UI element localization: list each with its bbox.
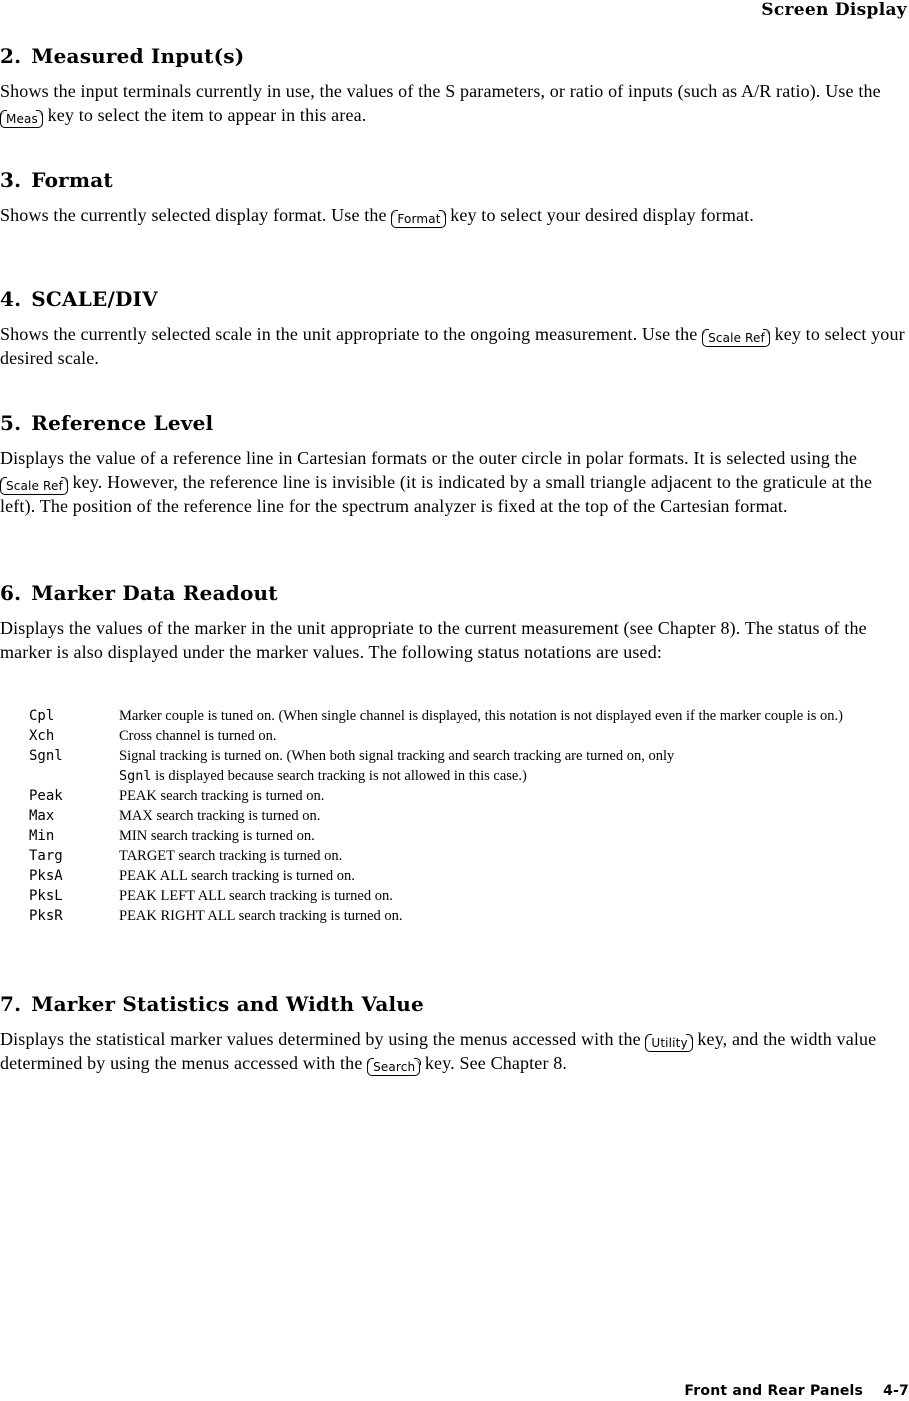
notation-row: [29, 746, 843, 786]
notation-code: Cpl: [29, 708, 55, 724]
section-title: SCALE/DIV: [31, 287, 158, 311]
section-heading: [0, 287, 905, 311]
notation-desc-text: is displayed because search tracking is not allowed in this case.): [155, 768, 527, 784]
section-format: [0, 168, 905, 228]
format-key: Format: [391, 212, 445, 228]
notation-row: [29, 786, 843, 806]
status-notations-table: [29, 706, 889, 926]
section-title: Reference Level: [31, 411, 214, 435]
section-number: 3.: [0, 168, 22, 192]
notation-code: Targ: [29, 848, 63, 864]
notation-desc: Marker couple is tuned on. (When single channel is displayed, this notation is not displayed even if the marker couple is on.): [119, 708, 844, 724]
section-paragraph: [0, 447, 905, 518]
notation-code: Min: [29, 828, 55, 844]
notation-row: [29, 906, 843, 926]
page-number: 4-7: [883, 1383, 909, 1399]
section-paragraph: [0, 204, 905, 228]
scale-ref-key: Scale Ref: [0, 479, 68, 495]
notation-desc: PEAK LEFT ALL search tracking is turned on.: [119, 888, 393, 904]
section-heading: [0, 44, 905, 68]
section-marker-data-readout: [0, 581, 905, 664]
search-key: Search: [367, 1060, 420, 1076]
section-measured-inputs: [0, 44, 905, 128]
scale-ref-key: Scale Ref: [702, 331, 770, 347]
notation-desc-text: Signal tracking is turned on. (When both signal tracking and search tracking are turned on, only: [119, 748, 675, 764]
notation-code: PksL: [29, 888, 63, 904]
section-title: Marker Statistics and Width Value: [31, 992, 424, 1016]
paragraph-text: key, and the width value determined by using the menus accessed with the: [0, 1029, 877, 1073]
paragraph-text: key to select your desired display format.: [450, 205, 754, 225]
paragraph-text: Shows the currently selected display format. Use the: [0, 205, 387, 225]
paragraph-text: key. See Chapter 8.: [424, 1053, 568, 1073]
notation-code: Sgnl: [29, 748, 63, 764]
notation-row: [29, 866, 843, 886]
meas-key: Meas: [0, 112, 43, 128]
section-number: 6.: [0, 581, 22, 605]
section-reference-level: [0, 411, 905, 518]
section-number: 7.: [0, 992, 22, 1016]
section-scale-div: [0, 287, 905, 371]
paragraph-text: key to select the item to appear in this area.: [47, 104, 367, 125]
notation-desc: TARGET search tracking is turned on.: [119, 848, 343, 864]
notation-code: PksR: [29, 908, 63, 924]
section-paragraph: [0, 323, 905, 371]
notation-row: [29, 806, 843, 826]
section-heading: [0, 992, 905, 1016]
paragraph-text: Displays the value of a reference line in Cartesian formats or the outer circle in polar formats. It is selected using the: [0, 448, 857, 468]
notation-desc: PEAK RIGHT ALL search tracking is turned on.: [119, 908, 403, 924]
section-title: Measured Input(s): [31, 44, 245, 68]
notation-row: [29, 726, 843, 746]
paragraph-text: key to select your desired scale.: [0, 324, 905, 368]
section-number: 5.: [0, 411, 22, 435]
notation-desc: Cross channel is turned on.: [119, 728, 277, 744]
notation-desc: PEAK search tracking is turned on.: [119, 788, 325, 804]
paragraph-text: Displays the statistical marker values determined by using the menus accessed with the: [0, 1029, 641, 1049]
section-paragraph: [0, 1028, 905, 1076]
section-number: 2.: [0, 44, 22, 68]
notation-code: Max: [29, 808, 55, 824]
notation-desc: [119, 746, 843, 786]
page-footer: [684, 1383, 909, 1399]
notation-row: [29, 846, 843, 866]
notation-row: [29, 706, 843, 726]
utility-key: Utility: [645, 1036, 692, 1052]
section-paragraph: Displays the values of the marker in the unit appropriate to the current measurement (see Chapter 8). The status of the marker is also displayed under the marker values. The following status notations are used:: [0, 618, 867, 662]
notation-desc: MIN search tracking is turned on.: [119, 828, 315, 844]
notation-desc-code: Sgnl: [119, 768, 152, 784]
section-marker-statistics: [0, 992, 905, 1076]
running-head: Screen Display: [761, 0, 907, 20]
paragraph-text: key. However, the reference line is invisible (it is indicated by a small triangle adjacent to the graticule at the left). The position of the reference line for the spectrum analyzer is fixed at the top of the Cartesian format.: [0, 471, 873, 516]
section-paragraph: [0, 80, 905, 128]
notation-code: Xch: [29, 728, 55, 744]
footer-label: Front and Rear Panels: [684, 1383, 864, 1399]
section-number: 4.: [0, 287, 22, 311]
notation-desc: MAX search tracking is turned on.: [119, 808, 321, 824]
section-heading: [0, 581, 905, 605]
notation-row: [29, 826, 843, 846]
section-title: Marker Data Readout: [31, 581, 278, 605]
paragraph-text: Shows the input terminals currently in use, the values of the S parameters, or ratio of inputs (such as A/R ratio). Use the: [0, 81, 881, 101]
notation-desc: PEAK ALL search tracking is turned on.: [119, 868, 355, 884]
paragraph-text: Shows the currently selected scale in the unit appropriate to the ongoing measurement. Use the: [0, 324, 698, 344]
notation-table: [29, 706, 843, 926]
section-heading: [0, 168, 905, 192]
section-title: Format: [31, 168, 113, 192]
section-heading: [0, 411, 905, 435]
notation-row: [29, 886, 843, 906]
notation-code: Peak: [29, 788, 63, 804]
notation-code: PksA: [29, 868, 63, 884]
